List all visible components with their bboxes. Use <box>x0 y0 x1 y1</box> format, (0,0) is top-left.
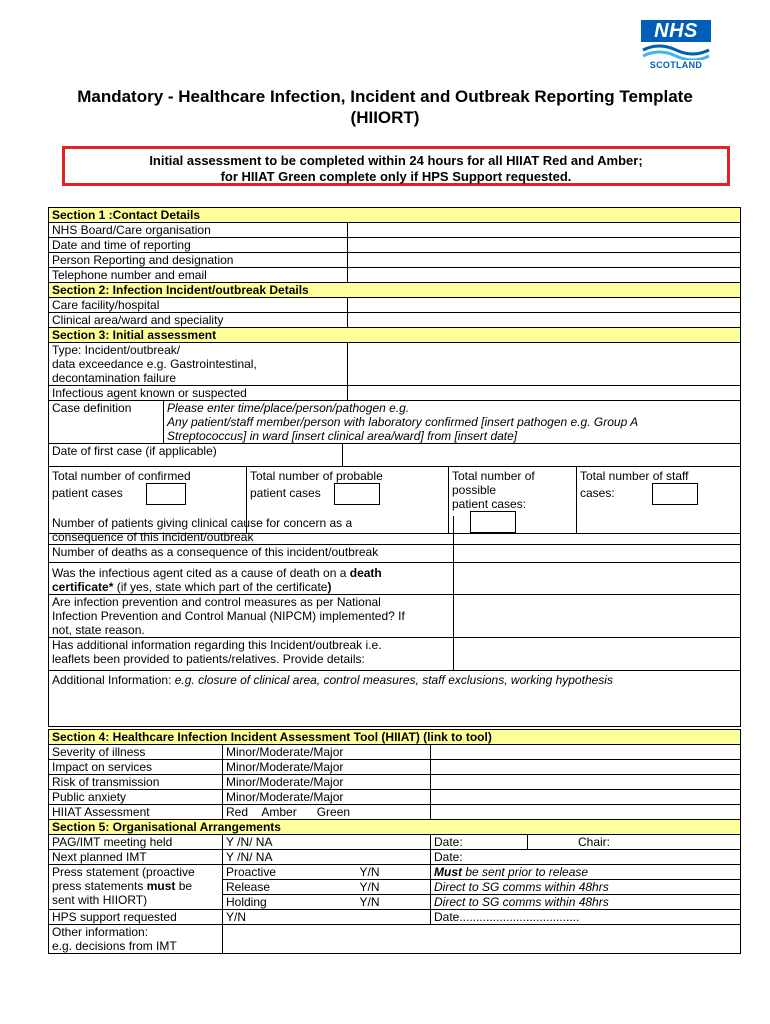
table-row: Risk of transmission Minor/Moderate/Major <box>49 775 741 790</box>
probable-cases-box[interactable] <box>334 483 380 505</box>
table-row: HIIAT Assessment Red Amber Green <box>49 805 741 820</box>
table-row: Number of deaths as a consequence of this incident/outbreak <box>49 545 741 563</box>
table-row: Are infection prevention and control measures as per National Infection Prevention and Control Manual (NIPCM) implemented? If not, state reason. <box>49 595 741 638</box>
table-row: Impact on services Minor/Moderate/Major <box>49 760 741 775</box>
table-row: Other information: e.g. decisions from IMT <box>49 925 741 954</box>
table-row: Next planned IMT Y /N/ NA Date: <box>49 850 741 865</box>
clinical-area-field[interactable] <box>348 313 741 328</box>
table-row: Date and time of reporting <box>49 238 741 253</box>
death-certificate-field[interactable] <box>454 563 741 595</box>
impact-select[interactable]: Minor/Moderate/Major <box>223 760 431 775</box>
telephone-field[interactable] <box>348 268 741 283</box>
table-row: Public anxiety Minor/Moderate/Major <box>49 790 741 805</box>
totals-row: Total number of confirmed patient cases Total number of probable patient cases Total number of possible patient cases: Total number of staff cases: <box>49 467 741 534</box>
table-row: HPS support requested Y/N Date.................................... <box>49 910 741 925</box>
table-row: Severity of illness Minor/Moderate/Major <box>49 745 741 760</box>
hps-date-field[interactable]: Date.................................... <box>431 910 741 925</box>
form-table-sections-1-3 <box>48 207 741 534</box>
table-row: NHS Board/Care organisation <box>49 223 741 238</box>
case-definition-field[interactable]: Please enter time/place/person/pathogen e.g. Any patient/staff member/person with laboratory confirmed [insert pathogen e.g. Group A Streptococcus] in ward [insert clinical area/ward] from [insert date] <box>164 401 741 444</box>
nipcm-field[interactable] <box>454 595 741 638</box>
section1-header: Section 1 :Contact Details <box>49 208 741 223</box>
next-imt-date-field[interactable]: Date: <box>431 850 741 865</box>
table-row: Clinical area/ward and speciality <box>49 313 741 328</box>
table-row: Holding Y/N Direct to SG comms within 48hrs <box>49 895 741 910</box>
type-field[interactable] <box>348 343 741 386</box>
section5-header: Section 5: Organisational Arrangements <box>49 820 741 835</box>
table-row: Telephone number and email <box>49 268 741 283</box>
leaflets-field[interactable] <box>454 638 741 671</box>
board-field[interactable] <box>348 223 741 238</box>
date-time-field[interactable] <box>348 238 741 253</box>
notice-box: Initial assessment to be completed within 24 hours for all HIIAT Red and Amber; for HIIAT Green complete only if HPS Support requested. <box>62 146 730 186</box>
form-table-sections-4-5 <box>48 729 741 954</box>
table-row: Infectious agent known or suspected <box>49 386 741 401</box>
logo-scotland-text: SCOTLAND <box>649 60 703 70</box>
concern-field[interactable] <box>454 516 741 545</box>
table-row: Person Reporting and designation <box>49 253 741 268</box>
section4-header: Section 4: Healthcare Infection Incident Assessment Tool (HIIAT) (link to tool) <box>49 730 741 745</box>
next-imt-select[interactable]: Y /N/ NA <box>223 850 431 865</box>
hps-support-select[interactable]: Y/N <box>223 910 431 925</box>
first-case-field[interactable] <box>343 444 741 467</box>
table-row: Press statement (proactive press statements must be sent with HIIORT) Proactive Y/N Must be sent prior to release <box>49 865 741 880</box>
pag-date-field[interactable]: Date: <box>431 835 528 850</box>
nhs-scotland-logo <box>638 20 714 72</box>
severity-select[interactable]: Minor/Moderate/Major <box>223 745 431 760</box>
staff-cases-box[interactable] <box>652 483 698 505</box>
table-row: Date of first case (if applicable) <box>49 444 741 467</box>
table-row: Has additional information regarding this Incident/outbreak i.e. leaflets been provided to patients/relatives. Provide details: <box>49 638 741 671</box>
confirmed-cases-box[interactable] <box>146 483 186 505</box>
logo-nhs-text: NHS <box>641 20 711 42</box>
holding-select[interactable]: Y/N <box>357 895 431 910</box>
section2-header: Section 2: Infection Incident/outbreak Details <box>49 283 741 298</box>
facility-field[interactable] <box>348 298 741 313</box>
additional-info-field[interactable]: Additional Information: e.g. closure of clinical area, control measures, staff exclusions, working hypothesis <box>49 671 741 727</box>
form-table-section3-continued <box>48 516 741 727</box>
table-row: Was the infectious agent cited as a cause of death on a death certificate* (if yes, state which part of the certificate) <box>49 563 741 595</box>
agent-field[interactable] <box>348 386 741 401</box>
hiiat-assessment-select[interactable]: Red Amber Green <box>223 805 431 820</box>
pag-chair-field[interactable]: Chair: <box>528 835 741 850</box>
table-row: Type: Incident/outbreak/ data exceedance e.g. Gastrointestinal, decontamination failure <box>49 343 741 386</box>
table-row: Case definition Please enter time/place/person/pathogen e.g. Any patient/staff member/person with laboratory confirmed [insert pathogen e.g. Group A Streptococcus] in ward [insert clinical area/ward] from [insert date] <box>49 401 741 444</box>
deaths-field[interactable] <box>454 545 741 563</box>
table-row: Care facility/hospital <box>49 298 741 313</box>
person-field[interactable] <box>348 253 741 268</box>
other-info-field[interactable] <box>223 925 741 954</box>
logo-wave-icon <box>641 44 711 60</box>
table-row: PAG/IMT meeting held Y /N/ NA Date: Chair: <box>49 835 741 850</box>
release-select[interactable]: Y/N <box>357 880 431 895</box>
section3-header: Section 3: Initial assessment <box>49 328 741 343</box>
table-row: Number of patients giving clinical cause for concern as a consequence of this incident/outbreak <box>49 516 741 545</box>
anxiety-select[interactable]: Minor/Moderate/Major <box>223 790 431 805</box>
table-row: Release Y/N Direct to SG comms within 48hrs <box>49 880 741 895</box>
proactive-select[interactable]: Y/N <box>357 865 431 880</box>
pag-held-select[interactable]: Y /N/ NA <box>223 835 431 850</box>
page-title: Mandatory - Healthcare Infection, Incident and Outbreak Reporting Template (HIIORT) <box>77 87 693 127</box>
transmission-select[interactable]: Minor/Moderate/Major <box>223 775 431 790</box>
table-row <box>49 671 741 727</box>
